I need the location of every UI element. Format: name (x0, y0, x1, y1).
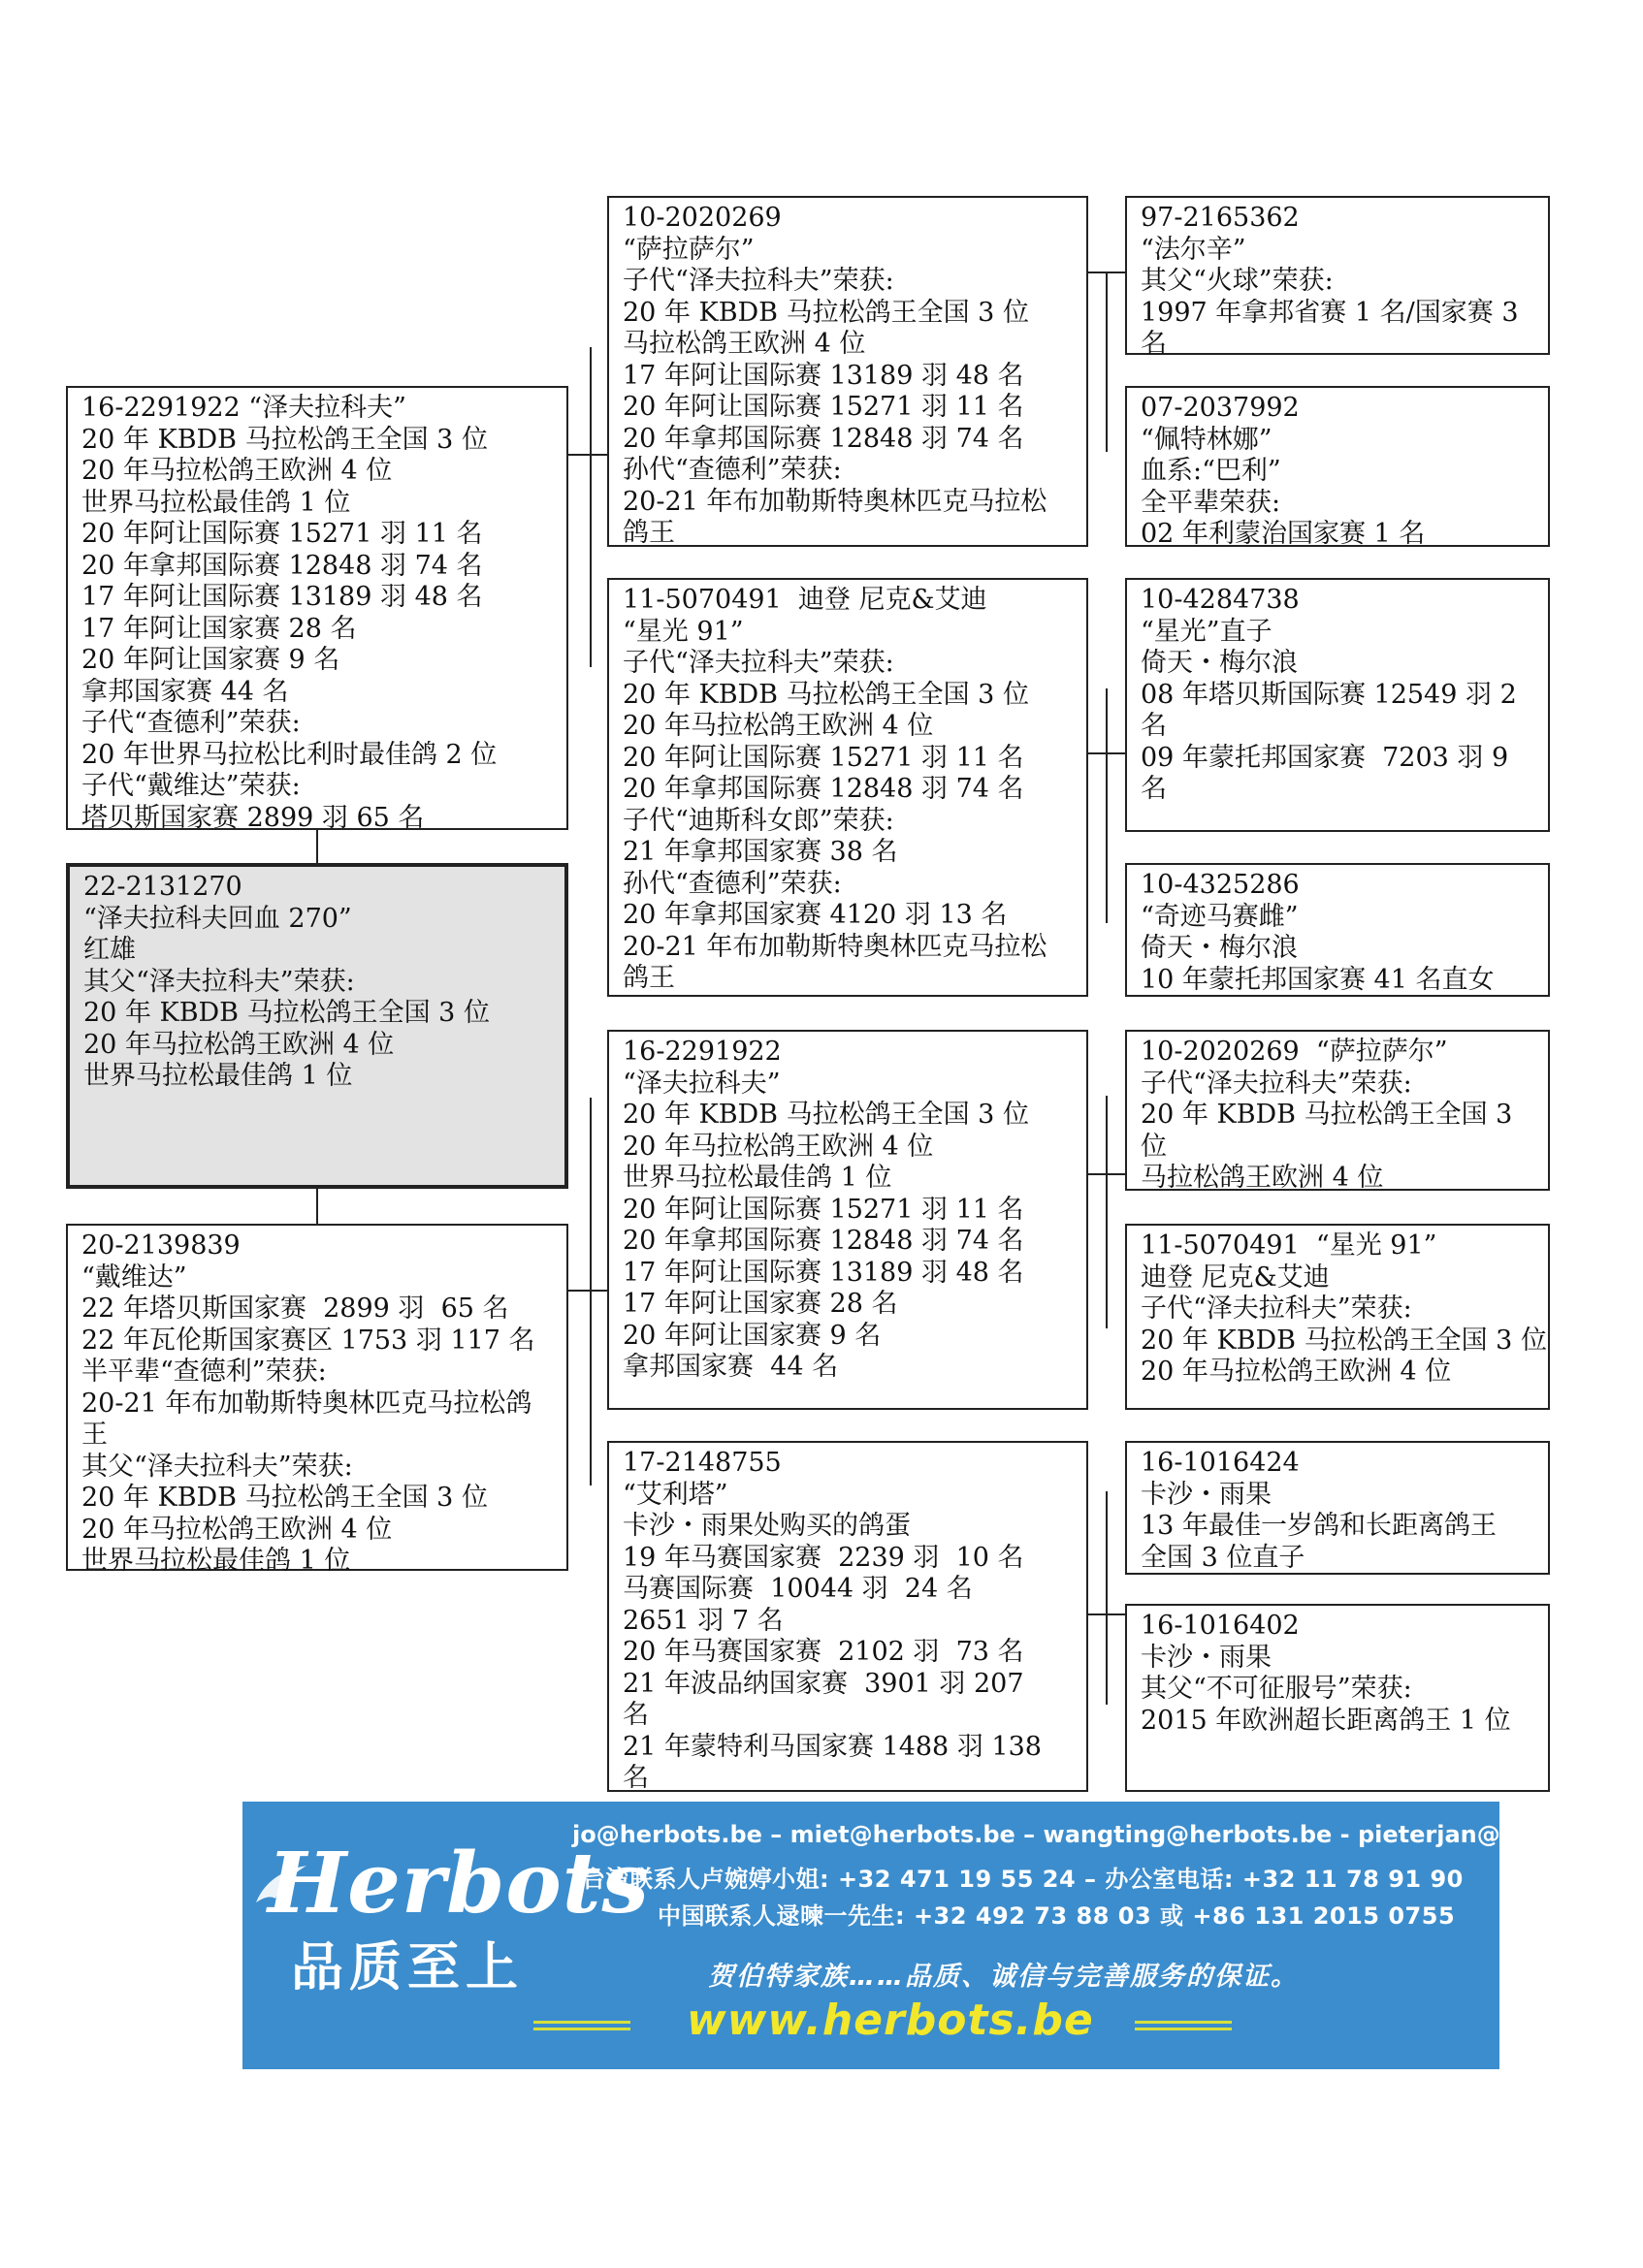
pedigree-line: 倚天・梅尔浪 (1141, 648, 1298, 678)
pedigree-line: 20 年马拉松鸽王欧洲 4 位 (623, 1131, 934, 1162)
pedigree-line: 鸽王 (623, 963, 675, 993)
pedigree-line: 97-2165362 (1141, 203, 1300, 233)
pedigree-line: 子代“泽夫拉科夫”荣获: (623, 266, 894, 296)
pedigree-line: 卡沙・雨果 (1141, 1642, 1272, 1673)
pedigree-line: 17-2148755 (623, 1448, 782, 1478)
pedigree-line: 20 年拿邦国际赛 12848 羽 74 名 (623, 423, 1024, 454)
connector (590, 1098, 592, 1485)
connector (316, 1189, 318, 1226)
pedigree-line: “泽夫拉科夫回血 270” (83, 903, 352, 934)
connector (1106, 1096, 1108, 1328)
pedigree-line: 20 年 KBDB 马拉松鸽王全国 3 位 (81, 1483, 488, 1513)
sire-dam-sire-card (1125, 578, 1550, 832)
pedigree-line: 半平辈“查德利”荣获: (81, 1357, 327, 1387)
pedigree-line: 位 (1141, 1131, 1167, 1162)
pedigree-line: 拿邦国家赛 44 名 (623, 1352, 839, 1382)
pedigree-line: 21 年拿邦国家赛 38 名 (623, 837, 898, 867)
pedigree-line: 子代“泽夫拉科夫”荣获: (1141, 1294, 1412, 1324)
pedigree-line: 20 年阿让国际赛 15271 羽 11 名 (81, 519, 483, 549)
pedigree-line: “戴维达” (81, 1262, 187, 1293)
pedigree-line: 11-5070491 “星光 91” (1141, 1230, 1437, 1261)
slogan: 品质至上 (291, 1936, 524, 1997)
pedigree-line: 21 年蒙特利马国家赛 1488 羽 138 (623, 1731, 1042, 1762)
pedigree-line: 名 (1141, 329, 1167, 359)
pedigree-line: 16-1016402 (1141, 1611, 1300, 1641)
pedigree-line: 马赛国际赛 10044 羽 24 名 (623, 1574, 973, 1604)
dam-dam-sire-card (1125, 1441, 1550, 1575)
pedigree-line: 08 年塔贝斯国际赛 12549 羽 2 (1141, 679, 1517, 710)
pedigree-line: 17 年阿让国际赛 13189 羽 48 名 (623, 360, 1024, 391)
pedigree-line: 22-2131270 (83, 872, 242, 902)
pedigree-line: “奇迹马赛雌” (1141, 901, 1299, 932)
pedigree-line: 20 年 KBDB 马拉松鸽王全国 3 位 (81, 424, 488, 455)
pedigree-line: 10-2020269 “萨拉萨尔” (1141, 1037, 1448, 1067)
pedigree-line: 17 年阿让国家赛 28 名 (81, 613, 357, 644)
pedigree-line: 孙代“查德利”荣获: (623, 868, 842, 899)
pedigree-line: 20 年 KBDB 马拉松鸽王全国 3 位 (83, 998, 490, 1028)
pedigree-line: 血系:“巴利” (1141, 456, 1281, 486)
pedigree-line: 20 年拿邦国际赛 12848 羽 74 名 (623, 774, 1024, 804)
pedigree-line: 子代“戴维达”荣获: (81, 771, 301, 801)
pedigree-line: 21 年波品纳国家赛 3901 羽 207 (623, 1668, 1024, 1699)
dam-dam-card (607, 1441, 1088, 1792)
pedigree-line: 20-21 年布加勒斯特奥林匹克马拉松 (623, 931, 1047, 962)
pedigree-line: 拿邦国家赛 44 名 (81, 676, 289, 707)
pedigree-line: 20 年马拉松鸽王欧洲 4 位 (83, 1029, 395, 1060)
pedigree-line: 塔贝斯国家赛 2899 羽 65 名 (81, 802, 425, 833)
pedigree-line: 名 (1141, 711, 1167, 741)
pedigree-line: “艾利塔” (623, 1479, 728, 1510)
pedigree-line: 11-5070491 迪登 尼克&艾迪 (623, 585, 987, 615)
pedigree-line: 19 年马赛国家赛 2239 羽 10 名 (623, 1542, 1024, 1573)
pedigree-line: 20 年 KBDB 马拉松鸽王全国 3 位 (623, 679, 1029, 710)
pedigree-line: 20 年阿让国际赛 15271 羽 11 名 (623, 742, 1024, 773)
pedigree-line: 20-21 年布加勒斯特奥林匹克马拉松 (623, 486, 1047, 517)
dam-sire-sire-card (1125, 1030, 1550, 1191)
pedigree-line: 20 年拿邦国际赛 12848 羽 74 名 (81, 550, 483, 581)
connector (1106, 272, 1108, 295)
pedigree-line: “星光 91” (623, 616, 744, 647)
divider (533, 2021, 630, 2030)
pedigree-line: 世界马拉松最佳鸽 1 位 (623, 1163, 892, 1193)
pedigree-line: 17 年阿让国家赛 28 名 (623, 1289, 898, 1319)
pedigree-line: 20 年 KBDB 马拉松鸽王全国 3 位 (623, 1100, 1029, 1130)
sire-card (66, 386, 568, 833)
pedigree-line: 马拉松鸽王欧洲 4 位 (1141, 1163, 1384, 1193)
pedigree-line: 迪登 尼克&艾迪 (1141, 1262, 1330, 1293)
pedigree-line: 20 年阿让国际赛 15271 羽 11 名 (623, 1194, 1024, 1225)
connector (316, 830, 318, 867)
pedigree-line: 16-2291922 “泽夫拉科夫” (81, 393, 406, 423)
pedigree-line: 子代“迪斯科女郎”荣获: (623, 805, 894, 836)
pedigree-line: 其父“不可征服号”荣获: (1141, 1674, 1412, 1704)
pedigree-line: 16-1016424 (1141, 1448, 1300, 1478)
pedigree-line: 20 年 KBDB 马拉松鸽王全国 3 位 (1141, 1325, 1547, 1356)
pedigree-line: 其父“泽夫拉科夫”荣获: (83, 966, 355, 997)
pedigree-line: 20-2139839 (81, 1230, 241, 1261)
pedigree-line: 10-2020269 (623, 203, 782, 233)
pedigree-line: 鸽王 (623, 518, 675, 548)
herbots-logo: Herbots (268, 1835, 650, 1933)
herbots-banner (242, 1802, 1643, 2069)
pedigree-line: 名 (623, 1763, 649, 1793)
dam-card (66, 1224, 568, 1576)
pedigree-line: 2651 羽 7 名 (623, 1605, 784, 1636)
pedigree-line: 20 年拿邦国家赛 4120 羽 13 名 (623, 900, 1008, 930)
pedigree-line: 22 年塔贝斯国家赛 2899 羽 65 名 (81, 1294, 509, 1324)
pedigree-line: 20 年马拉松鸽王欧洲 4 位 (623, 711, 934, 741)
pedigree-line: 红雄 (83, 935, 136, 965)
pedigree-line: 20 年世界马拉松比利时最佳鸽 2 位 (81, 739, 498, 770)
sire-sire-card (607, 196, 1088, 547)
pedigree-line: 10-4284738 (1141, 585, 1300, 615)
pedigree-line: 名 (623, 1700, 649, 1730)
sire-sire-sire-card (1125, 196, 1550, 359)
pedigree-line: 世界马拉松最佳鸽 1 位 (83, 1061, 353, 1091)
pedigree-line: 09 年蒙托邦国家赛 7203 羽 9 (1141, 742, 1509, 773)
connector (1106, 295, 1108, 452)
connector (1106, 688, 1108, 923)
pedigree-line: 20 年阿让国际赛 15271 羽 11 名 (623, 392, 1024, 422)
sire-dam-card (607, 578, 1088, 997)
sire-dam-dam-card (1125, 863, 1550, 997)
connector (1106, 1491, 1108, 1705)
pedigree-line: 22 年瓦伦斯国家赛区 1753 羽 117 名 (81, 1325, 535, 1356)
email-contacts[interactable]: jo@herbots.be – miet@herbots.be – wangting@herbots.be - pieterjan@herbots.be (572, 1821, 1643, 1848)
pedigree-line: 其父“泽夫拉科夫”荣获: (81, 1451, 353, 1482)
pedigree-line: 名 (1141, 774, 1167, 804)
pedigree-line: 全平辈荣获: (1141, 487, 1281, 518)
pedigree-line: “萨拉萨尔” (623, 234, 755, 265)
pedigree-line: 20-21 年布加勒斯特奥林匹克马拉松鸽 (81, 1388, 532, 1419)
pedigree-line: 世界马拉松最佳鸽 1 位 (81, 487, 351, 518)
pedigree-line: 子代“查德利”荣获: (81, 708, 301, 738)
pedigree-line: 20 年马拉松鸽王欧洲 4 位 (81, 456, 393, 486)
pedigree-line: 10 年蒙托邦国家赛 41 名直女 (1141, 964, 1495, 995)
taiwan-contact: 台湾联系人卢婉婷小姐: +32 471 19 55 24 – 办公室电话: +32 11 78 91 90 (582, 1866, 1464, 1893)
pedigree-line: “泽夫拉科夫” (623, 1068, 781, 1099)
pedigree-line: 1997 年拿邦省赛 1 名/国家赛 3 (1141, 297, 1519, 328)
pedigree-line: 20 年马赛国家赛 2102 羽 73 名 (623, 1637, 1024, 1667)
pedigree-line: 20 年 KBDB 马拉松鸽王全国 3 (1141, 1100, 1513, 1130)
dam-sire-dam-card (1125, 1224, 1550, 1410)
pedigree-line: 全国 3 位直子 (1141, 1542, 1305, 1573)
pedigree-line: 16-2291922 (623, 1037, 782, 1067)
pedigree-line: 马拉松鸽王欧洲 4 位 (623, 329, 866, 359)
pedigree-line: 2015 年欧洲超长距离鸽王 1 位 (1141, 1705, 1511, 1736)
pedigree-line: 20 年阿让国家赛 9 名 (623, 1320, 882, 1351)
pedigree-line: 20 年 KBDB 马拉松鸽王全国 3 位 (623, 297, 1029, 328)
china-contact: 中国联系人逯暕一先生: +32 492 73 88 03 或 +86 131 2015 0755 (658, 1902, 1456, 1930)
pedigree-line: 20 年马拉松鸽王欧洲 4 位 (1141, 1357, 1452, 1387)
pedigree-line: 世界马拉松最佳鸽 1 位 (81, 1546, 351, 1576)
connector (568, 1290, 607, 1292)
pedigree-line: 10-4325286 (1141, 870, 1300, 900)
pedigree-line: 子代“泽夫拉科夫”荣获: (623, 648, 894, 678)
pedigree-line: 倚天・梅尔浪 (1141, 933, 1298, 963)
pedigree-line: “法尔辛” (1141, 234, 1246, 265)
connector (590, 347, 592, 667)
pedigree-line: 20 年马拉松鸽王欧洲 4 位 (81, 1514, 393, 1545)
connector (568, 454, 607, 456)
pedigree-line: 卡沙・雨果 (1141, 1479, 1272, 1510)
sire-sire-dam-card (1125, 386, 1550, 547)
website-link[interactable]: www.herbots.be (687, 1996, 1094, 2045)
subject-card (66, 863, 568, 1189)
pedigree-line: 20 年拿邦国际赛 12848 羽 74 名 (623, 1226, 1024, 1256)
pedigree-line: 02 年利蒙治国家赛 1 名 (1141, 519, 1426, 549)
dam-dam-dam-card (1125, 1604, 1550, 1792)
divider (1135, 2021, 1232, 2030)
pedigree-line: 17 年阿让国际赛 13189 羽 48 名 (623, 1257, 1024, 1288)
pedigree-line: 07-2037992 (1141, 393, 1300, 423)
pedigree-line: 卡沙・雨果处购买的鸽蛋 (623, 1511, 911, 1541)
pedigree-line: 王 (81, 1420, 108, 1450)
pedigree-line: 子代“泽夫拉科夫”荣获: (1141, 1068, 1412, 1099)
pedigree-line: 20 年阿让国家赛 9 名 (81, 645, 340, 675)
pedigree-line: 13 年最佳一岁鸽和长距离鸽王 (1141, 1511, 1497, 1541)
pedigree-line: 其父“火球”荣获: (1141, 266, 1334, 296)
pedigree-line: 17 年阿让国际赛 13189 羽 48 名 (81, 582, 483, 612)
tagline: 贺伯特家族……品质、诚信与完善服务的保证。 (708, 1962, 1299, 1992)
pedigree-line: “星光”直子 (1141, 616, 1273, 647)
dam-sire-card (607, 1030, 1088, 1410)
pedigree-line: “佩特林娜” (1141, 424, 1273, 455)
pedigree-line: 孙代“查德利”荣获: (623, 455, 842, 485)
